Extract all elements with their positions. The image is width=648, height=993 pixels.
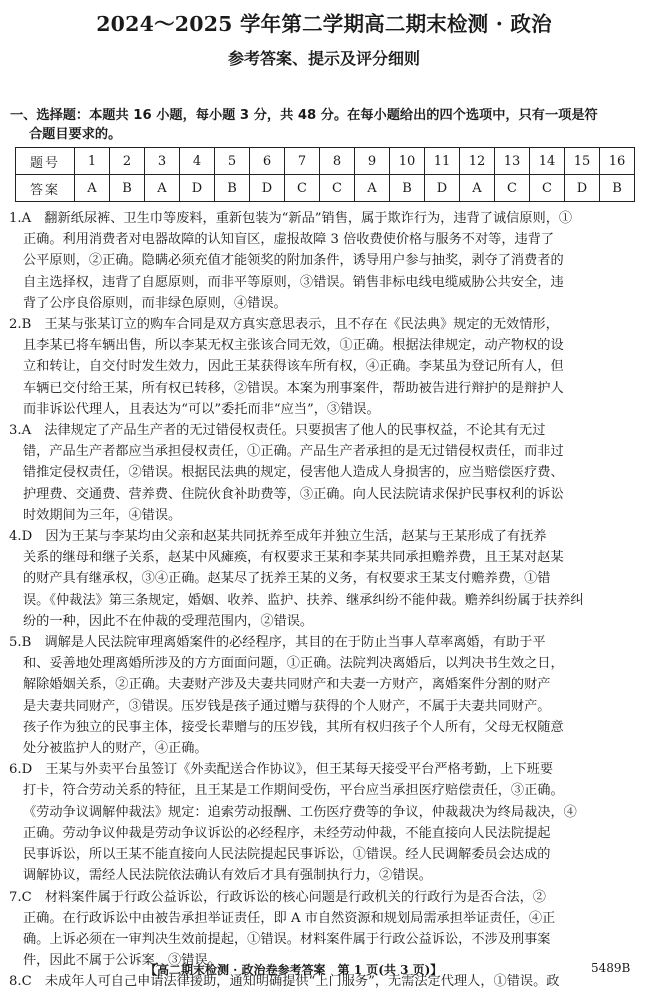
explanation-q2 (9, 314, 641, 420)
document-subtitle: 参考答案、提示及评分细则 (227, 49, 420, 68)
explanation-q5 (9, 632, 641, 759)
document-title: 2024～2025 学年第二学期高二期末检测 · 政治 (96, 12, 552, 36)
answer-cell: B (110, 175, 145, 202)
answer-cell: A (460, 175, 495, 202)
question-number-cell: 13 (495, 148, 530, 175)
explanation-q3 (9, 420, 641, 526)
explanation-line: 和、妥善地处理离婚所涉及的方方面面问题，①正确。法院判决离婚后，以判决书生效之日， (23, 656, 564, 672)
question-number-cell: 2 (110, 148, 145, 175)
explanation-line: 《劳动争议调解仲裁法》规定：追索劳动报酬、工伤医疗费等的争议，仲裁裁决为终局裁决，④ (23, 804, 577, 820)
answer-cell: A (75, 175, 110, 202)
answer-cell: B (600, 175, 635, 202)
explanation-line: 护理费、交通费、营养费、住院伙食补助费等，③正确。向人民法院请求保护民事权利的诉讼 (23, 486, 564, 502)
answer-cell: A (145, 175, 180, 202)
explanation-line: 纷的一种，因此不在仲裁的受理范围内，②错误。 (23, 613, 314, 629)
question-number-cell: 16 (600, 148, 635, 175)
answer-cell: A (355, 175, 390, 202)
explanation-q4 (9, 526, 641, 632)
explanation-line: 自主选择权，违背了自愿原则，而非平等原则，③错误。销售非标电线电缆威胁公共安全，违 (23, 274, 564, 290)
explanation-line: 立和转让，自交付时发生效力，因此王某获得该车所有权，④正确。李某虽为登记所有人，但 (23, 359, 564, 375)
explanation-line: 的财产具有继承权，③④正确。赵某尽了抚养王某的义务，有权要求王某支付赡养费，①错 (23, 571, 551, 587)
explanation-line: 正确。劳动争议仲裁是劳动争议诉讼的必经程序，未经劳动仲裁，不能直接向人民法院提起 (23, 825, 551, 841)
explanation-q6 (9, 759, 641, 886)
explanation-line: 6.D 王某与外卖平台虽签订《外卖配送合作协议》，但王某每天接受平台严格考勤，上下班要 (9, 762, 554, 778)
answer-table (15, 147, 635, 202)
explanation-line: 2.B 王某与张某订立的购车合同是双方真实意思表示，且不存在《民法典》规定的无效情形， (9, 317, 559, 333)
footer-paper-code: 5489B (591, 961, 631, 975)
answer-cell: C (320, 175, 355, 202)
explanation-line: 调解协议，需经人民法院依法确认有效后才具有强制执行力，②错误。 (23, 868, 432, 884)
explanation-line: 错推定侵权责任，②错误。根据民法典的规定，侵害他人造成人身损害的，应当赔偿医疗费、 (23, 465, 564, 481)
question-number-cell: 10 (390, 148, 425, 175)
explanation-line: 而非诉讼代理人，且表达为“可以”委托而非“应当”，③错误。 (23, 401, 380, 417)
question-number-cell: 3 (145, 148, 180, 175)
question-number-cell: 12 (460, 148, 495, 175)
row-label-answer: 答案 (16, 175, 75, 202)
question-number-cell: 14 (530, 148, 565, 175)
explanation-line: 打卡，符合劳动关系的特征，且王某是工作期间受伤，平台应当承担医疗赔偿责任，③正确。 (23, 783, 564, 799)
explanation-line: 处分被监护人的财产，④正确。 (23, 741, 208, 757)
answer-explanations (9, 208, 641, 993)
explanation-line: 8.C 未成年人可自己申请法律援助，通知明确提供“上门服务”，无需法定代理人，①错误。政 (9, 974, 560, 990)
explanation-line: 正确。利用消费者对电器故障的认知盲区，虚报故障 3 倍收费使价格与服务不对等，违背了 (23, 232, 555, 248)
answer-table-row-numbers (16, 148, 635, 175)
explanation-line: 车辆已交付给王某，所有权已转移，②错误。本案为刑事案件，帮助被告进行辩护的是辩护人 (23, 380, 564, 396)
explanation-line: 3.A 法律规定了产品生产者的无过错侵权责任。只要损害了他人的民事权益，不论其有无过 (9, 423, 546, 439)
question-number-cell: 1 (75, 148, 110, 175)
answer-cell: C (285, 175, 320, 202)
explanation-line: 1.A 翻新纸尿裤、卫生巾等废料，重新包装为“新品”销售，属于欺诈行为，违背了诚信原则，① (9, 211, 573, 226)
question-number-cell: 9 (355, 148, 390, 175)
answer-cell: C (495, 175, 530, 202)
answer-cell: D (250, 175, 285, 202)
question-number-cell: 5 (215, 148, 250, 175)
explanation-q7 (9, 887, 641, 972)
explanation-line: 孩子作为独立的民事主体，接受长辈赠与的压岁钱，其所有权归孩子个人所有，父母无权随意 (23, 719, 564, 735)
answer-cell: D (565, 175, 600, 202)
section-heading-line: 合题目要求的。 (29, 127, 122, 142)
question-number-cell: 4 (180, 148, 215, 175)
explanation-line: 解除婚姻关系，②正确。夫妻财产涉及夫妻共同财产和夫妻一方财产，离婚案件分割的财产 (23, 677, 551, 693)
explanation-line: 公平原则，②正确。隐瞒必须充值才能领奖的附加条件，诱导用户参与抽奖，剥夺了消费者的 (23, 253, 564, 269)
explanation-line: 且李某已将车辆出售，所以李某无权主张该合同无效，①正确。根据法律规定，动产物权的设 (23, 338, 564, 354)
section-heading (10, 106, 640, 144)
section-heading-line: 一、选择题：本题共 16 小题，每小题 3 分，共 48 分。在每小题给出的四个选项中，只有一项是符 (10, 108, 598, 123)
explanation-line: 关系的继母和继子关系，赵某中风瘫痪，有权要求王某和李某共同承担赡养费，且王某对赵某 (23, 550, 564, 566)
question-number-cell: 7 (285, 148, 320, 175)
answer-cell: D (425, 175, 460, 202)
answer-cell: B (390, 175, 425, 202)
explanation-line: 是夫妻共同财产，③错误。压岁钱是孩子通过赠与获得的个人财产，不属于夫妻共同财产。 (23, 698, 551, 714)
explanation-line: 件，因此不属于公诉案，③错误。 (23, 953, 221, 969)
answer-table-row-answers (16, 175, 635, 202)
explanation-line: 5.B 调解是人民法院审理离婚案件的必经程序，其目的在于防止当事人草率离婚，有助于平 (9, 635, 546, 651)
explanation-q1 (9, 208, 641, 314)
question-number-cell: 11 (425, 148, 460, 175)
answer-cell: C (530, 175, 565, 202)
answer-cell: B (215, 175, 250, 202)
question-number-cell: 8 (320, 148, 355, 175)
answer-cell: D (180, 175, 215, 202)
explanation-line: 确。上诉必须在一审判决生效前提起，①错误。材料案件属于行政公益诉讼，不涉及刑事案 (23, 931, 551, 947)
question-number-cell: 15 (565, 148, 600, 175)
explanation-line: 背了公序良俗原则，而非绿色原则，④错误。 (23, 295, 287, 311)
question-number-cell: 6 (250, 148, 285, 175)
explanation-line: 4.D 因为王某与李某均由父亲和赵某共同抚养至成年并独立生活，赵某与王某形成了有抚养 (9, 529, 547, 545)
footer-page-info: 【高二期末检测 · 政治卷参考答案 第 1 页(共 3 页)】 (145, 963, 443, 977)
explanation-line: 错，产品生产者都应当承担侵权责任，①正确。产品生产者承担的是无过错侵权责任，而非过 (23, 444, 564, 460)
explanation-line: 正确。在行政诉讼中由被告承担举证责任，即 A 市自然资源和规划局需承担举证责任，④正 (23, 910, 556, 926)
explanation-line: 民事诉讼，所以王某不能直接向人民法院提起民事诉讼，①错误。经人民调解委员会达成的 (23, 847, 551, 863)
explanation-line: 误。《仲裁法》第三条规定，婚姻、收养、监护、扶养、继承纠纷不能仲裁。赡养纠纷属于扶养纠 (23, 592, 584, 608)
explanation-line: 7.C 材料案件属于行政公益诉讼，行政诉讼的核心问题是行政机关的行政行为是否合法，② (9, 889, 546, 905)
explanation-line: 时效期间为三年，④错误。 (23, 507, 182, 523)
row-label-question-number: 题号 (16, 148, 75, 175)
